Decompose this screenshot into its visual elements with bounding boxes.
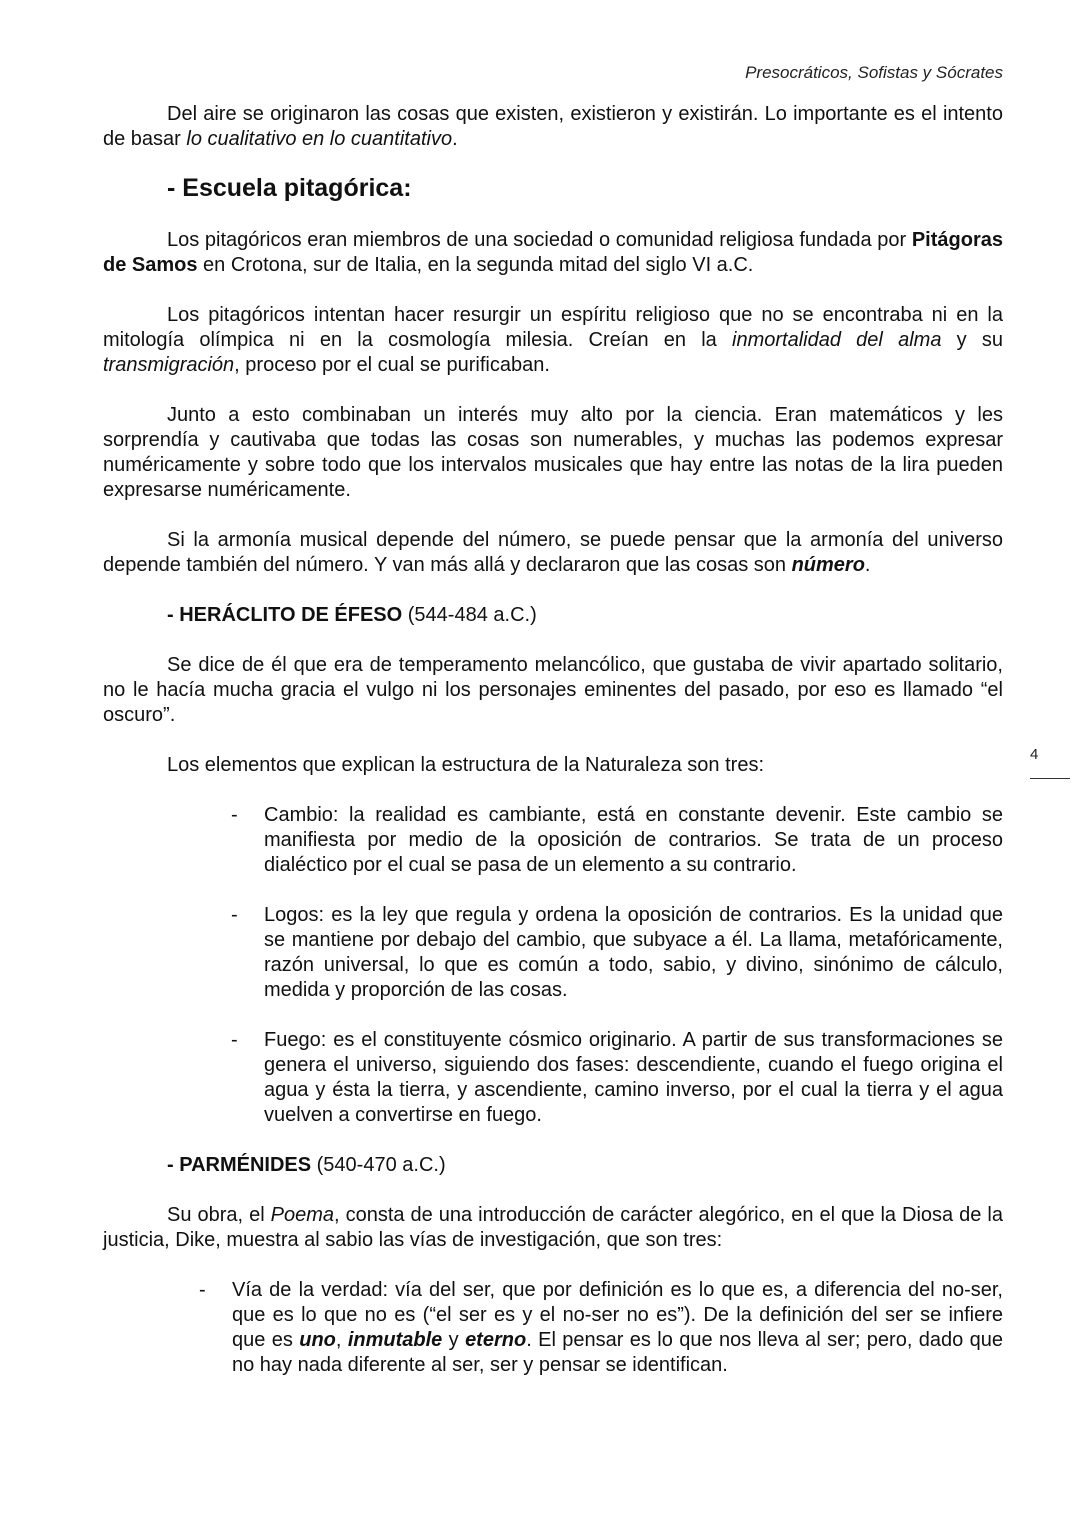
text: Su obra, el [167,1204,271,1226]
pythagorean-paragraph-1 [103,228,1003,278]
text: , [335,1329,348,1351]
heading-dates: (540-470 a.C.) [311,1154,446,1176]
intro-text-2: . [452,128,458,150]
list-item [199,1278,1003,1378]
list-item-text: Fuego: es el constituyente cósmico originario. A partir de sus transformaciones se genera el universo, siguiendo dos fases: descendiente, cuando el fuego origina el agua y ésta la tierra, y ascendiente, camino inverso, por el cual la tierra y el agua vuelven a convertirse en fuego. [264,1029,1003,1126]
heading-name: - PARMÉNIDES [167,1154,312,1176]
emphasis-transmigration: transmigración [103,354,235,376]
bold-emphasis-eterno: eterno [465,1329,527,1351]
text: Si la armonía musical depende del número, se puede pensar que la armonía del universo depende también del número. Y van más allá y declararon que las cosas son [103,529,1003,576]
parmenides-paragraph-1 [103,1203,1003,1253]
text: . El pensar es lo que nos lleva al ser; pero, dado que no hay nada diferente al ser, ser y pensar se identifican. [232,1329,1003,1376]
text: y su [941,329,1003,351]
intro-text-1: Del aire se originaron las cosas que existen, existieron y existirán. Lo importante es el intento de basar [103,103,1003,150]
dash-bullet: - [231,904,238,926]
text: Los pitagóricos eran miembros de una sociedad o comunidad religiosa fundada por [167,229,912,251]
dash-bullet: - [199,1279,206,1301]
document-body [103,102,1003,1403]
list-item [231,803,1003,878]
parmenides-ways-list [103,1278,1003,1378]
text: y [442,1329,466,1351]
bold-emphasis-inmutable: inmutable [347,1329,443,1351]
section-heading-heraclitus [167,603,1003,628]
dash-bullet: - [231,804,238,826]
page-number-rule [1030,778,1070,779]
intro-emphasis: lo cualitativo en lo cuantitativo [186,128,453,150]
heraclitus-paragraph-1: Se dice de él que era de temperamento melancólico, que gustaba de vivir apartado solitario, no le hacía mucha gracia el vulgo ni los personajes eminentes del pasado, por eso es llamado “el oscuro”. [103,654,1003,726]
section-heading-parmenides [167,1153,1003,1178]
heraclitus-elements-list [103,803,1003,1128]
bold-pythagoras: Pitágoras de Samos [103,229,1003,276]
emphasis-poema: Poema [270,1204,335,1226]
text: Vía de la verdad: vía del ser, que por definición es lo que es, a diferencia del no-ser, que es lo que no es (“el ser es y el no-ser no es”). De la definición del ser se infiere que es [232,1279,1003,1351]
page-number: 4 [1030,746,1039,763]
heraclitus-paragraph-2: Los elementos que explican la estructura de la Naturaleza son tres: [167,754,765,776]
heading-name: - HERÁCLITO DE ÉFESO [167,604,403,626]
list-item [231,903,1003,1003]
list-item [231,1028,1003,1128]
pythagorean-paragraph-2 [103,303,1003,378]
text: en Crotona, sur de Italia, en la segunda mitad del siglo VI a.C. [197,254,754,276]
text: . [864,554,871,576]
pythagorean-paragraph-3: Junto a esto combinaban un interés muy alto por la ciencia. Eran matemáticos y les sorprendía y cautivaba que todas las cosas son numerables, y muchas las podemos expresar numéricamente y sobre todo que los intervalos musicales que hay entre las notas de la lira pueden expresarse numéricamente. [103,404,1003,501]
intro-paragraph [103,102,1003,152]
running-header: Presocráticos, Sofistas y Sócrates [745,63,1003,82]
list-item-text: Logos: es la ley que regula y ordena la oposición de contrarios. Es la unidad que se mantiene por debajo del cambio, que subyace a él. La llama, metafóricamente, razón universal, lo que es común a todo, sabio, y divino, sinónimo de cálculo, medida y proporción de las cosas. [264,904,1003,1001]
heading-dates: (544-484 a.C.) [402,604,537,626]
text: , consta de una introducción de carácter alegórico, en el que la Diosa de la justicia, Dike, muestra al sabio las vías de investigación, que son tres: [103,1204,1003,1251]
bold-emphasis-number: número [791,554,865,576]
bold-emphasis-uno: uno [299,1329,336,1351]
text: Los pitagóricos intentan hacer resurgir un espíritu religioso que no se encontraba ni en la mitología olímpica ni en la cosmología milesia. Creían en la [103,304,1003,351]
pythagorean-paragraph-4 [103,528,1003,578]
text: , proceso por el cual se purificaban. [234,354,550,376]
dash-bullet: - [231,1029,238,1051]
list-item-text: Cambio: la realidad es cambiante, está en constante devenir. Este cambio se manifiesta por medio de la oposición de contrarios. Se trata de un proceso dialéctico por el cual se pasa de un elemento a su contrario. [264,804,1003,876]
emphasis-immortality: inmortalidad del alma [732,329,942,351]
section-heading-pythagorean: - Escuela pitagórica: [167,174,412,202]
